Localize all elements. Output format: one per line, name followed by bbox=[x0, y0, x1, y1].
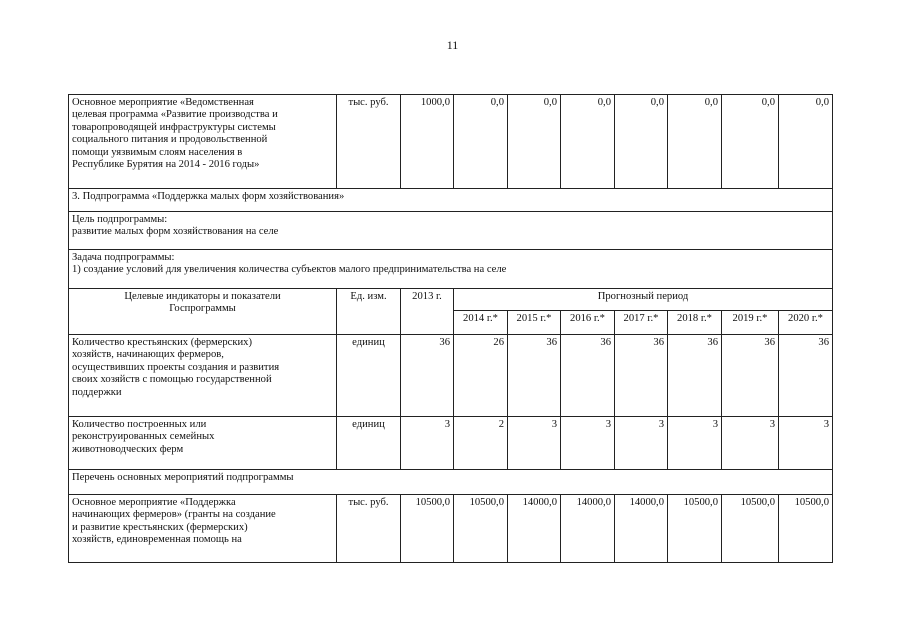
indicator-value: 36 bbox=[561, 335, 615, 417]
value-2015: 14000,0 bbox=[508, 495, 561, 563]
unit-cell: тыс. руб. bbox=[337, 495, 401, 563]
subprogram-task bbox=[69, 250, 833, 289]
indicator-value: 36 bbox=[779, 335, 833, 417]
task-label: Задача подпрограммы: bbox=[72, 252, 175, 263]
measure-name-cell: Основное мероприятие «Поддержка начинающих фермеров» (гранты на создание и развитие крестьянских (фермерских) хозяйств, единовременная помощь на bbox=[69, 495, 337, 563]
header-year-2017: 2017 г.* bbox=[615, 311, 668, 335]
indicator-value: 36 bbox=[668, 335, 722, 417]
value-2016: 14000,0 bbox=[561, 495, 615, 563]
row-measures-title bbox=[69, 470, 833, 495]
subprogram-goal bbox=[69, 212, 833, 250]
value-2016: 0,0 bbox=[561, 95, 615, 189]
header-year-2014: 2014 г.* bbox=[454, 311, 508, 335]
value-2014: 0,0 bbox=[454, 95, 508, 189]
page-number: 11 bbox=[446, 38, 459, 52]
indicator-value: 3 bbox=[561, 417, 615, 470]
indicator-value: 3 bbox=[668, 417, 722, 470]
measure-name-cell: Основное мероприятие «Ведомственная целевая программа «Развитие производства и товаропроводящей инфраструктуры системы социального питания и продовольственной помощи уязвимым слоям населения в Республике Бурятия на 2014 - 2016 годы» bbox=[69, 95, 337, 189]
indicator-value: 3 bbox=[779, 417, 833, 470]
header-year-2016: 2016 г.* bbox=[561, 311, 615, 335]
goal-text: развитие малых форм хозяйствования на селе bbox=[72, 226, 279, 238]
indicator-value: 36 bbox=[401, 335, 454, 417]
indicator-unit: единиц bbox=[337, 417, 401, 470]
task-text: 1) создание условий для увеличения количества субъектов малого предпринимательства на селе bbox=[72, 264, 507, 276]
value-2019: 10500,0 bbox=[722, 495, 779, 563]
indicator-name: Количество крестьянских (фермерских) хозяйств, начинающих фермеров, осуществивших проекты создания и развития своих хозяйств с помощью государственной поддержки bbox=[69, 335, 337, 417]
row-task bbox=[69, 250, 833, 289]
value-2013: 10500,0 bbox=[401, 495, 454, 563]
indicator-row bbox=[69, 335, 833, 417]
header-row-1 bbox=[69, 289, 833, 311]
value-2015: 0,0 bbox=[508, 95, 561, 189]
value-2017: 0,0 bbox=[615, 95, 668, 189]
indicator-value: 2 bbox=[454, 417, 508, 470]
value-2017: 14000,0 bbox=[615, 495, 668, 563]
header-indicators: Целевые индикаторы и показатели Госпрограммы bbox=[69, 289, 337, 335]
program-table bbox=[68, 94, 833, 563]
subprogram-title: 3. Подпрограмма «Поддержка малых форм хозяйствования» bbox=[69, 189, 833, 212]
unit-cell: тыс. руб. bbox=[337, 95, 401, 189]
value-2018: 10500,0 bbox=[668, 495, 722, 563]
indicator-value: 26 bbox=[454, 335, 508, 417]
value-2018: 0,0 bbox=[668, 95, 722, 189]
value-2014: 10500,0 bbox=[454, 495, 508, 563]
header-unit: Ед. изм. bbox=[337, 289, 401, 335]
row-vedomstvennaya-programma bbox=[69, 95, 833, 189]
goal-label: Цель подпрограммы: bbox=[72, 214, 168, 225]
row-goal bbox=[69, 212, 833, 250]
indicator-unit: единиц bbox=[337, 335, 401, 417]
header-year-2019: 2019 г.* bbox=[722, 311, 779, 335]
indicator-value: 3 bbox=[615, 417, 668, 470]
header-base-year: 2013 г. bbox=[401, 289, 454, 335]
indicator-value: 36 bbox=[508, 335, 561, 417]
indicator-value: 36 bbox=[615, 335, 668, 417]
measures-title: Перечень основных мероприятий подпрограммы bbox=[69, 470, 833, 495]
indicator-value: 3 bbox=[508, 417, 561, 470]
header-year-2015: 2015 г.* bbox=[508, 311, 561, 335]
indicator-value: 3 bbox=[722, 417, 779, 470]
value-2019: 0,0 bbox=[722, 95, 779, 189]
row-subprogram-title bbox=[69, 189, 833, 212]
indicator-row bbox=[69, 417, 833, 470]
value-2020: 0,0 bbox=[779, 95, 833, 189]
header-year-2018: 2018 г.* bbox=[668, 311, 722, 335]
header-year-2020: 2020 г.* bbox=[779, 311, 833, 335]
value-2020: 10500,0 bbox=[779, 495, 833, 563]
row-support-farmers bbox=[69, 495, 833, 563]
indicator-value: 3 bbox=[401, 417, 454, 470]
value-2013: 1000,0 bbox=[401, 95, 454, 189]
indicator-name: Количество построенных или реконструированных семейных животноводческих ферм bbox=[69, 417, 337, 470]
indicator-value: 36 bbox=[722, 335, 779, 417]
header-forecast-period: Прогнозный период bbox=[454, 289, 833, 311]
